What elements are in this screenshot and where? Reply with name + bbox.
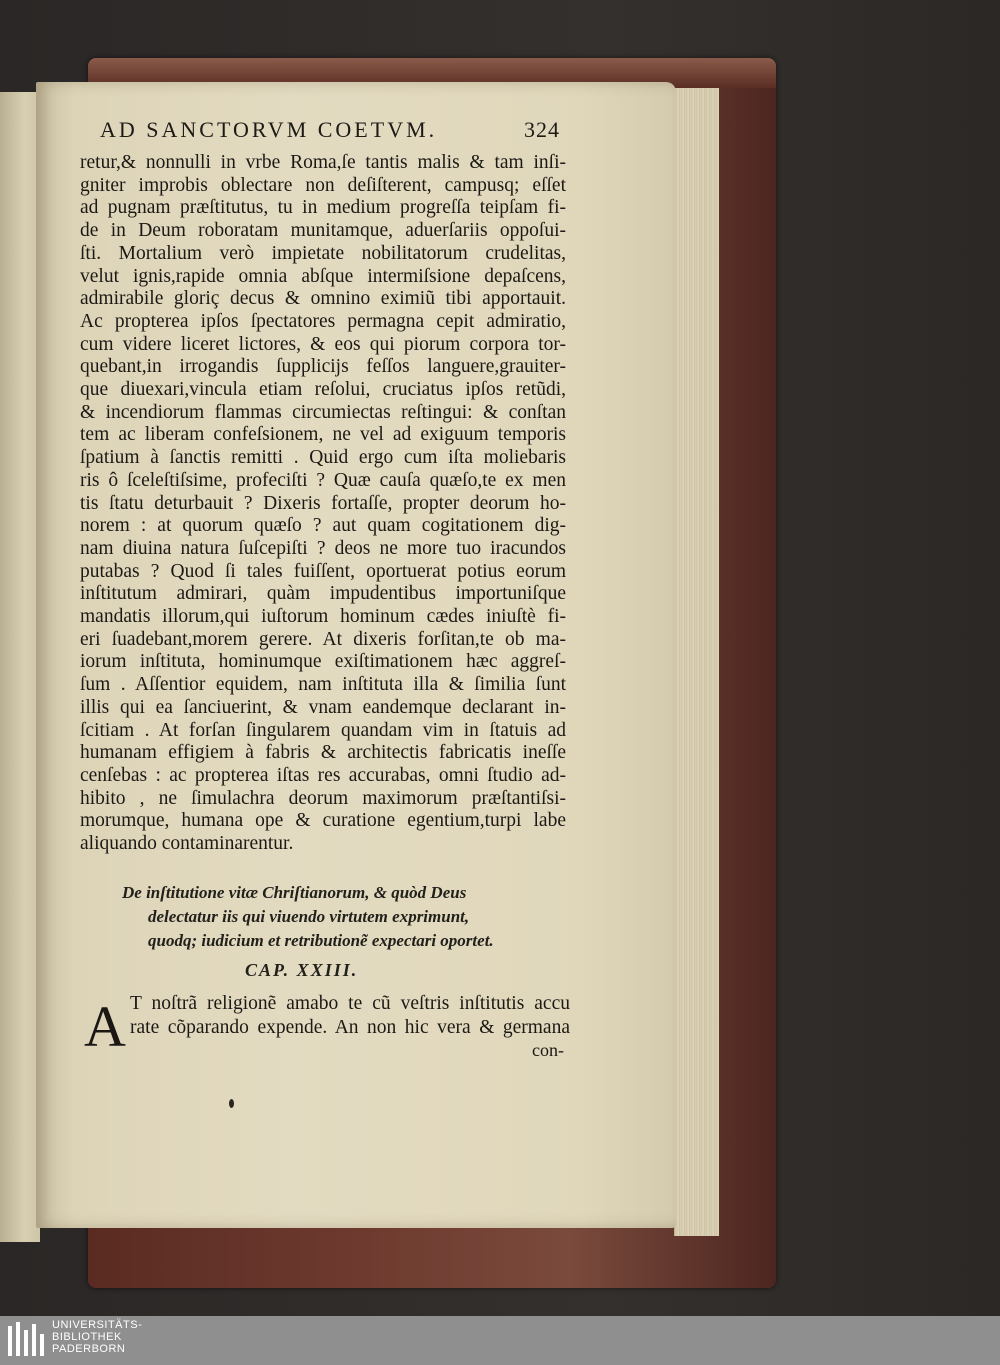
library-name-line: UNIVERSITÄTS-	[52, 1319, 143, 1331]
text-line: putabas ? Quod ſi tales fuiſſent, oportuerat potius eorum	[80, 560, 566, 582]
facing-page-edge	[0, 92, 40, 1242]
footer-bar	[0, 1316, 1000, 1365]
ink-spot	[229, 1099, 234, 1108]
text-line: iorum inſtituta, hominumque exiſtimationem hæc aggreſ-	[80, 651, 566, 673]
text-line: morumque, humana ope & curatione egentium,turpi labe	[80, 810, 566, 832]
text-line: illis qui ea ſanciuerint, & vnam eandemque declarant in-	[80, 696, 566, 718]
library-name-line: BIBLIOTHEK	[52, 1331, 122, 1343]
text-line: eri ſuadebant,morem gerere. At dixeris forſitan,te ob ma-	[80, 628, 566, 650]
text-line: humanam effigiem à fabris & architectis fabricatis ineſſe	[80, 742, 566, 764]
chapter-heading-line: quodq; iudicium et retributionẽ expectari oportet.	[148, 931, 494, 950]
text-line: mandatis illorum,qui iuſtorum hominum cædes iniuſtè fi-	[80, 606, 566, 627]
text-line: norem : at quorum quæſo ? aut quam cogitationem dig-	[80, 515, 566, 537]
catchword: con-	[532, 1040, 564, 1060]
chapter-number: CAP. XXIII.	[245, 960, 359, 980]
chapter-heading-line: De inſtitutione vitæ Chriſtianorum, & quòd Deus	[122, 883, 467, 902]
text-line: retur,& nonnulli in vrbe Roma,ſe tantis malis & tam inſi-	[80, 152, 566, 173]
text-line: quebant,in irrogandis ſupplicijs feſſos languere,grauiter-	[80, 356, 566, 378]
text-line: & incendiorum flammas circumiectas reſtingui: & conſtan	[80, 401, 566, 423]
text-line: ſti. Mortalium verò impietate nobilitatorum crudelitas,	[80, 242, 566, 264]
library-logo-icon	[6, 1320, 48, 1362]
text-line: velut ignis,rapide omnia abſque intermiſsione depaſcens,	[80, 265, 566, 287]
library-name-line: PADERBORN	[52, 1343, 126, 1355]
chapter-text-line: rate cõparando expende. An non hic vera & germana	[130, 1017, 570, 1038]
chapter-text-line: T noſtrã religionẽ amabo te cũ veſtris inſtitutis accu	[130, 993, 570, 1014]
text-line: hibito , ne ſimulachra deorum maximorum præſtantiſsi-	[80, 787, 566, 809]
text-line: admirabile gloriç decus & omnino eximiũ tibi apportauit.	[80, 288, 566, 310]
drop-capital: A	[84, 994, 126, 1059]
text-line: ris ô ſceleſtiſsime, profeciſti ? Quæ cauſa quæſo,te ex men	[80, 469, 566, 491]
running-header	[100, 117, 560, 143]
text-line-last: aliquando contaminarentur.	[80, 833, 294, 854]
library-name	[52, 1319, 142, 1355]
text-line: inſtitutum admirari, quàm impudentibus importuniſque	[80, 583, 566, 605]
page-number: 324	[524, 117, 560, 142]
text-line: nam diuina natura ſuſcepiſti ? deos ne more tuo iracundos	[80, 537, 566, 559]
text-line: ſum . Aſſentior equidem, nam inſtituta illa & ſimilia ſunt	[80, 674, 566, 696]
page-block-edges	[674, 88, 719, 1236]
text-line: cenſebas : ac propterea iſtas res accurabas, omni ſtudio ad-	[80, 764, 566, 786]
text-line: tis ſtatu deturbauit ? Dixeris fortaſſe, propter deorum ho-	[80, 492, 566, 514]
text-line: gniter improbis oblectare non deſiſterent, campusq; eſſet	[80, 174, 566, 196]
text-line: ſpatium à ſanctis remitti . Quid ergo cum iſta moliebaris	[80, 447, 566, 469]
text-line: cum videre liceret lictores, & eos qui piorum corpora tor-	[80, 333, 566, 355]
text-line: que diuexari,vincula etiam reſolui, cruciatus ipſos retũdi,	[80, 379, 566, 400]
text-line: ad pugnam præſtitutus, tu in medium progreſſa teipſam fi-	[80, 197, 566, 219]
text-line: ſcitiam . At forſan ſingularem quandam vim in ſtatuis ad	[80, 719, 566, 741]
running-title: AD SANCTORVM COETVM.	[100, 117, 438, 142]
chapter-heading-line: delectatur iis qui viuendo virtutem exprimunt,	[148, 907, 470, 926]
text-line: tem ac liberam confeſsionem, ne vel ad exiguum temporis	[80, 424, 566, 446]
text-line: Ac propterea ipſos ſpectatores permagna cepit admiratio,	[80, 310, 566, 332]
text-line: de in Deum roboratam munitamque, aduerſariis oppoſui-	[80, 220, 566, 242]
